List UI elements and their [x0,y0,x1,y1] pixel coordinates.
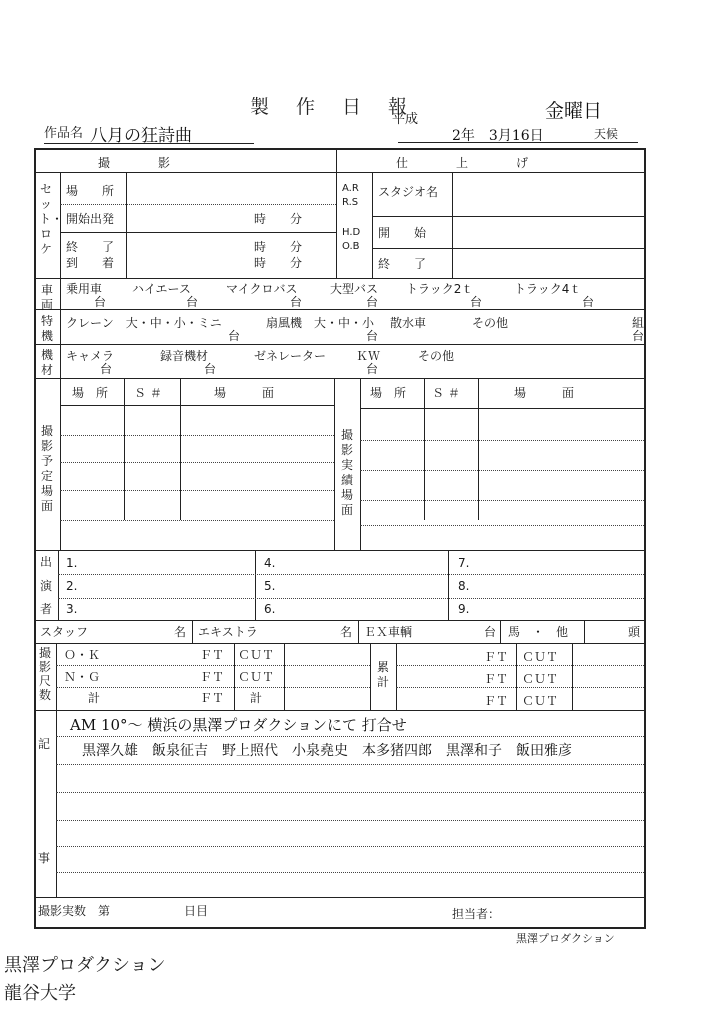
column-shooting: 撮 影 [98,156,171,170]
day-count-label: 日目 [184,904,209,918]
date-underline [398,142,638,143]
unit-label: 台 [228,329,241,343]
cast-number: 6. [264,602,276,616]
work-title-label: 作品名 [44,126,84,141]
unit-label: 台 [290,295,303,309]
cast-side-label-1: 出 [40,555,53,569]
unit-label: 台 [470,295,483,309]
ft-label: ＦＴ [484,650,509,664]
vehicle-bus: 大型バス [330,282,379,296]
unit-label: 台 [632,329,645,343]
cast-number: 7. [458,556,470,570]
extras-unit: 名 [340,625,353,639]
cast-number: 9. [458,602,470,616]
finish-label: 終 了 [378,257,427,271]
horse-unit: 頭 [628,625,641,639]
ft-label: ＦＴ [200,648,225,662]
cast-side-label-2: 演 [40,579,53,593]
ng-label: Ｎ・Ｇ [64,670,101,684]
credit-university: 龍谷大学 [4,983,76,1004]
cumulative-label: 累計 [376,660,389,689]
cast-number: 2. [66,579,78,593]
scene-place-header: 場 所 [72,386,109,400]
studio-label: スタジオ名 [378,185,439,199]
special-side-label: 特機 [40,314,53,343]
unit-label: 台 [366,329,379,343]
planned-scenes-side-label: 撮影予定場面 [40,424,53,513]
scene-place-header: 場 所 [370,386,407,400]
cast-side-label-3: 者 [40,602,53,616]
rs-label: R.S [342,197,359,208]
unit-label: 台 [100,362,113,376]
notes-side-label-ki: 記 [38,737,51,751]
ex-vehicle-unit: 台 [484,625,497,639]
staff-unit: 名 [174,625,187,639]
vehicles-side-label: 車両 [40,283,53,312]
ar-label: A.R [342,183,359,194]
cut-label: ＣＵＴ [238,670,275,684]
extras-label: エキストラ [198,625,258,639]
ob-label: O.B [342,241,360,252]
place-label: 場 所 [66,184,115,198]
vehicle-microbus: マイクロバス [226,282,298,296]
horse-label: 馬 ・ 他 [508,625,569,639]
unit-label: 台 [186,295,199,309]
time-label-3: 時 分 [254,256,303,270]
begin-label: 開 始 [378,226,427,240]
cast-number: 5. [264,579,276,593]
vehicle-sedan: 乗用車 [66,282,103,296]
equipment-side-label: 機材 [40,348,53,377]
era-label: 平成 [392,112,419,127]
time-label-2: 時 分 [254,240,303,254]
actual-scenes-side-label: 撮影実績場面 [340,428,353,517]
credit-production: 黒澤プロダクション [4,955,166,976]
note-line-2: 黒澤久雄 飯泉征吉 野上照代 小泉堯史 本多猪四郎 黒澤和子 飯田雅彦 [82,743,572,759]
staff-label: スタッフ [40,625,89,639]
ft-label: ＦＴ [484,672,509,686]
unit-label: 台 [94,295,107,309]
work-title-underline [44,143,254,144]
set-label: 組 [632,316,645,330]
ok-label: Ｏ・Ｋ [64,648,101,662]
vehicle-hiace: ハイエース [132,282,191,296]
water-truck-label: 散水車 [390,316,427,330]
ft-label: ＦＴ [200,670,225,684]
crane-label: クレーン 大・中・小・ミニ [66,316,222,330]
vehicle-truck-4t: トラック4ｔ [514,282,582,296]
unit-label: 台 [366,362,379,376]
shooting-days-label: 撮影実数 第 [38,904,111,918]
unit-label: 台 [366,295,379,309]
ft-label: ＦＴ [200,691,225,705]
report-date: 2年 3月16日 [452,128,544,144]
notes-side-label-ji: 事 [38,851,51,865]
ft-label: ＦＴ [484,694,509,708]
cast-number: 3. [66,602,78,616]
company-stamp-text: 黒澤プロダクション [516,932,615,945]
cut-label: ＣＵＴ [522,694,559,708]
fan-label: 扇風機 大・中・小 [266,316,375,330]
kw-label: ＫＷ [356,349,381,363]
camera-label: キャメラ [66,349,115,363]
scene-description-header: 場 面 [214,386,275,400]
start-label: 開始出発 [66,212,115,226]
generator-label: ゼネレーター [254,349,327,363]
ex-vehicle-label: ＥＸ車輌 [364,625,413,639]
cut-label: ＣＵＴ [238,648,275,662]
unit-label: 台 [582,295,595,309]
end-label: 終 了 [66,240,115,254]
cut-label: ＣＵＴ [522,672,559,686]
sound-equipment-label: 録音機材 [160,349,209,363]
set-loc-side-label: セット・ロケ [39,182,64,256]
scene-number-header: Ｓ ＃ [134,386,162,400]
cast-number: 1. [66,556,78,570]
cut-label: ＣＵＴ [522,650,559,664]
arrive-label: 到 着 [66,256,115,270]
note-line-1: AM 10°～ 横浜の黒澤プロダクションにて 打合せ [70,716,407,734]
unit-label: 台 [204,362,217,376]
work-title: 八月の狂詩曲 [90,126,192,146]
scene-number-header: Ｓ ＃ [432,386,460,400]
hd-label: H.D [342,227,361,238]
column-finishing: 仕 上 げ [396,156,529,170]
equipment-other-label: その他 [418,349,455,363]
film-side-label: 撮影尺数 [38,646,51,702]
vehicle-truck-2t: トラック2ｔ [406,282,474,296]
weather-label: 天候 [594,127,619,141]
person-in-charge-label: 担当者： [452,907,501,921]
page-title: 製 作 日 報 [250,96,412,118]
sum-label: 計 [250,691,263,705]
special-other-label: その他 [472,316,509,330]
scene-description-header: 場 面 [514,386,575,400]
cast-number: 8. [458,579,470,593]
time-label-1: 時 分 [254,212,303,226]
cast-number: 4. [264,556,276,570]
total-label: 計 [88,691,101,705]
weekday: 金曜日 [545,100,603,122]
